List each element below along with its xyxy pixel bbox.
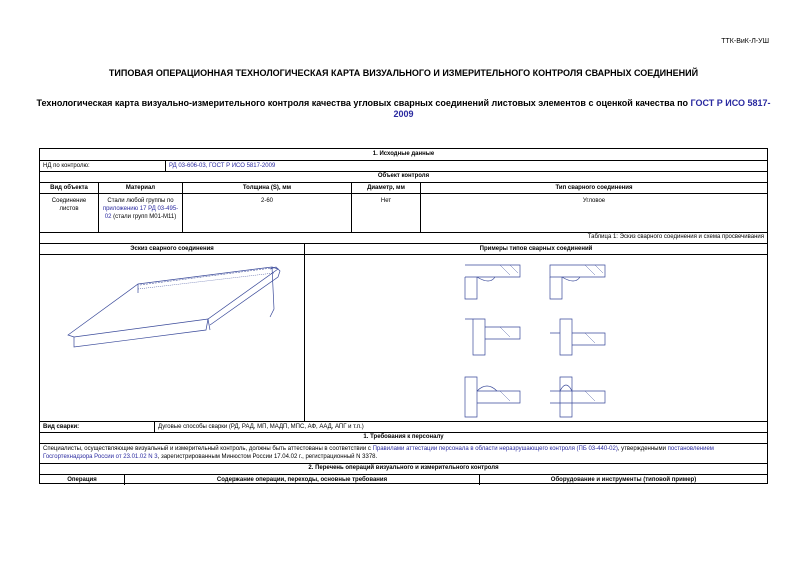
nd-value-link[interactable]: РД 03-606-03, ГОСТ Р ИСО 5817-2009 bbox=[165, 161, 767, 171]
nd-label: НД по контролю: bbox=[43, 163, 90, 169]
object-table-row bbox=[40, 194, 767, 233]
table-caption: Таблица 1: Эскиз сварного соединения и схема просвечивания bbox=[40, 233, 767, 244]
sketch-header: Эскиз сварного соединения bbox=[130, 246, 214, 252]
tech-card-table bbox=[39, 148, 768, 484]
certification-rules-link[interactable]: Правилами аттестации персонала в области неразрушающего контроля (ПБ 03-440-02) bbox=[372, 446, 618, 452]
operations-header bbox=[40, 475, 767, 485]
cell-diameter: Нет bbox=[351, 194, 420, 232]
weld-type-value: Дуговые способы сварки (РД, РАД, МП, МАДП, МПС, АФ, ААД, АПГ и т.п.) bbox=[154, 422, 767, 432]
sketch-headers bbox=[40, 244, 767, 255]
joint-examples bbox=[304, 255, 767, 421]
object-header: Объект контроля bbox=[40, 172, 767, 183]
col-material: Материал bbox=[98, 183, 182, 193]
fillet-weld-sketch-image bbox=[40, 255, 304, 421]
gosgortekhnadzor-link[interactable]: постановлением Госгортехнадзора России от 23.01.02 N 3 bbox=[43, 446, 714, 460]
cell-joint-type: Угловое bbox=[420, 194, 767, 232]
object-table-header bbox=[40, 183, 767, 194]
col-diameter: Диаметр, мм bbox=[351, 183, 420, 193]
col-joint-type: Тип сварного соединения bbox=[420, 183, 767, 193]
col-thickness: Толщина (S), мм bbox=[182, 183, 351, 193]
material-link[interactable]: приложению 17 РД 03-495-02 bbox=[102, 206, 179, 220]
personnel-text-3: , зарегистрированным Минюстом России 17.04.02 г., регистрационный N 3378. bbox=[157, 454, 378, 460]
weld-type-label: Вид сварки: bbox=[43, 424, 80, 430]
examples-header: Примеры типов сварных соединений bbox=[304, 244, 767, 254]
col-operation: Операция bbox=[67, 477, 97, 483]
joint-examples-image bbox=[305, 255, 767, 421]
gost-link[interactable]: ГОСТ Р ИСО 5817-2009 bbox=[393, 98, 771, 119]
section-personnel: 1. Требования к персоналу bbox=[40, 433, 767, 444]
weld-sketch bbox=[40, 255, 304, 421]
page-subtitle bbox=[36, 98, 771, 120]
material-prefix: Стали любой группы по bbox=[107, 198, 174, 204]
cell-material bbox=[98, 194, 182, 232]
material-suffix: (стали групп М01-М11) bbox=[111, 214, 177, 220]
document-code: ТТК-ВиК-Л-УШ bbox=[721, 38, 769, 45]
page-title: ТИПОВАЯ ОПЕРАЦИОННАЯ ТЕХНОЛОГИЧЕСКАЯ КАРТА ВИЗУАЛЬНОГО И ИЗМЕРИТЕЛЬНОГО КОНТРОЛЯ СВАРНЫХ СОЕДИНЕНИЙ bbox=[108, 68, 699, 78]
personnel-text-2: , утвержденными bbox=[617, 446, 668, 452]
nd-row bbox=[40, 161, 767, 172]
weld-type-row bbox=[40, 422, 767, 433]
cell-object: Соединение листов bbox=[51, 198, 87, 212]
cell-thickness: 2-60 bbox=[182, 194, 351, 232]
col-object-type: Вид объекта bbox=[50, 185, 88, 191]
col-equipment: Оборудование и инструменты (типовой пример) bbox=[479, 475, 767, 485]
col-operation-content: Содержание операции, переходы, основные требования bbox=[124, 475, 479, 485]
section-initial-data: 1. Исходные данные bbox=[40, 149, 767, 161]
personnel-text bbox=[40, 444, 767, 464]
sketch-area bbox=[40, 255, 767, 422]
personnel-text-1: Специалисты, осуществляющие визуальный и измерительный контроль, должны быть аттестованы в соответствии с bbox=[43, 446, 373, 452]
section-operations: 2. Перечень операций визуального и измерительного контроля bbox=[40, 464, 767, 475]
subtitle-text: Технологическая карта визуально-измерительного контроля качества угловых сварных соединений листовых элементов с оценкой качества по bbox=[36, 98, 691, 108]
